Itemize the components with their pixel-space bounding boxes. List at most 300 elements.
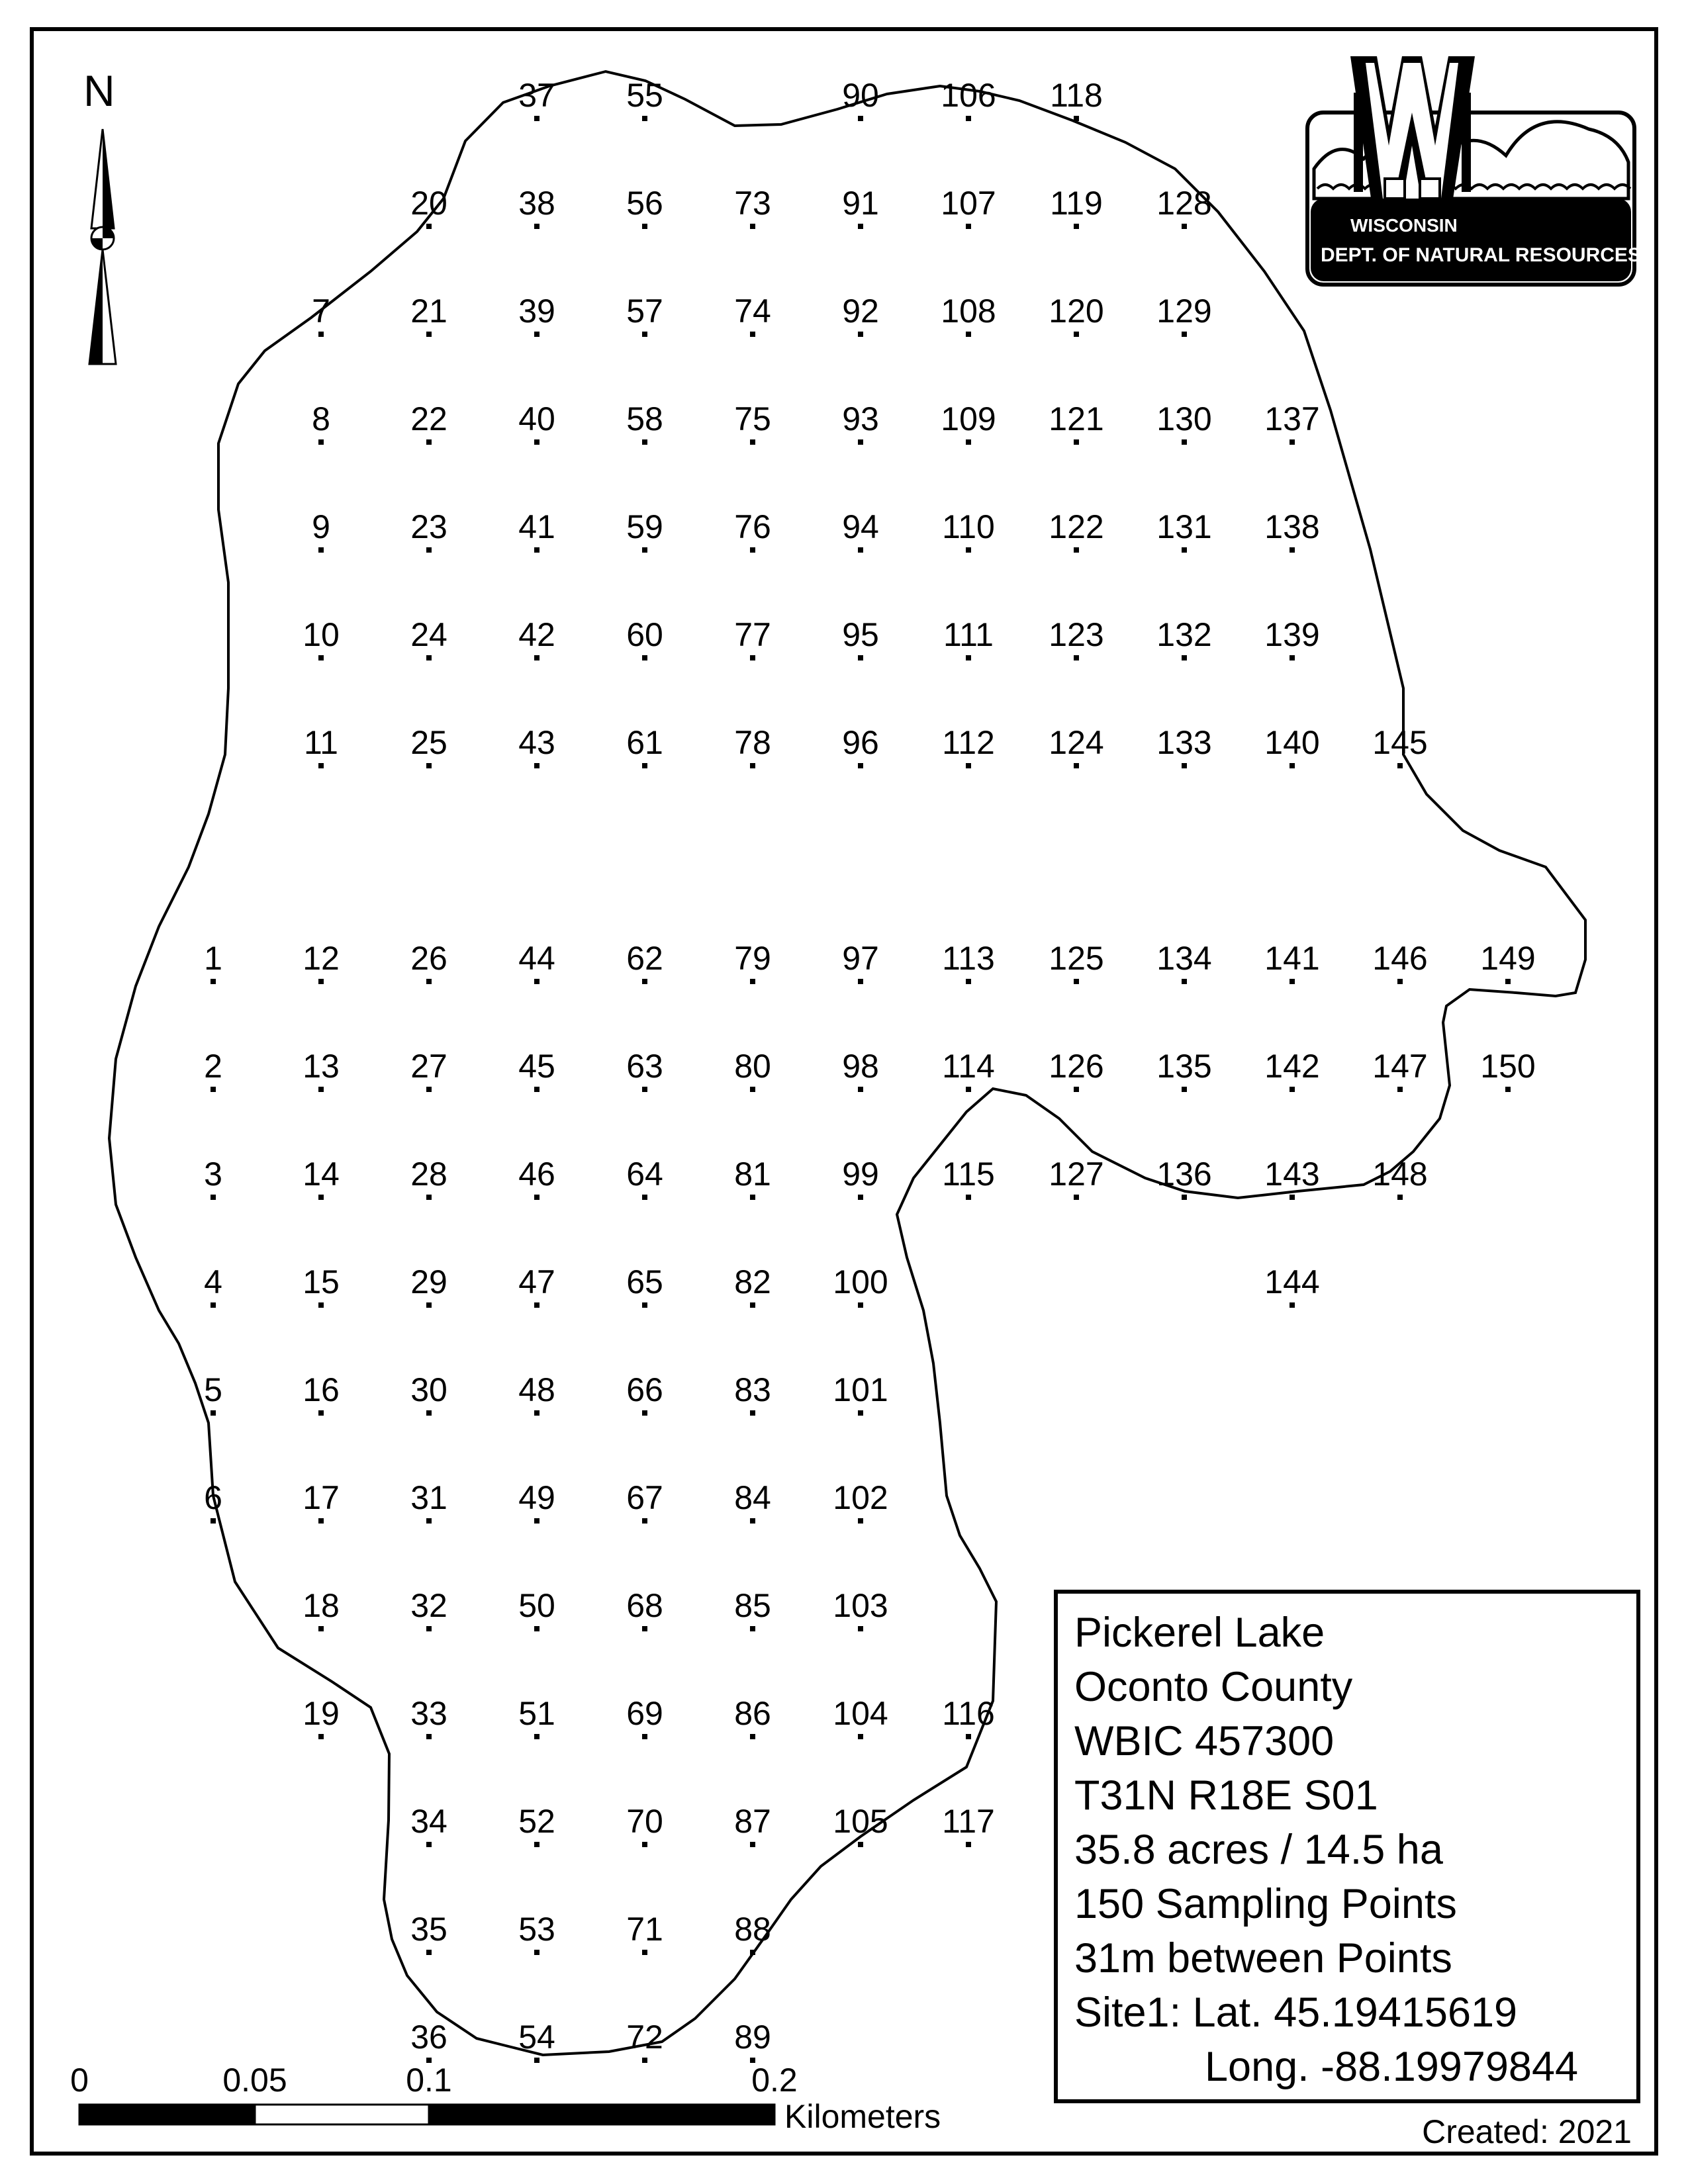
sampling-point-marker: [1182, 547, 1187, 553]
sampling-point-marker: [858, 1087, 863, 1092]
sampling-point-marker: [318, 1518, 324, 1524]
sampling-point: [410, 1371, 447, 1416]
sampling-point-label: 97: [842, 940, 879, 977]
sampling-point-marker: [750, 1195, 755, 1200]
sampling-point-label: 15: [303, 1263, 340, 1300]
sampling-point-label: 1: [204, 940, 222, 977]
sampling-point-marker: [318, 332, 324, 337]
sampling-point: [410, 185, 447, 229]
sampling-point: [1049, 508, 1103, 553]
sampling-point-label: 84: [734, 1479, 771, 1516]
sampling-point: [842, 940, 879, 984]
sampling-point-marker: [1182, 439, 1187, 445]
sampling-point-marker: [750, 1518, 755, 1524]
sampling-point-label: 19: [303, 1695, 340, 1732]
sampling-point: [626, 185, 663, 229]
sampling-point-marker: [426, 1626, 432, 1631]
sampling-point-label: 128: [1156, 185, 1212, 222]
sampling-point-marker: [426, 1410, 432, 1416]
sampling-point: [303, 1048, 340, 1092]
sampling-point-marker: [966, 332, 971, 337]
sampling-point: [734, 1803, 771, 1847]
sampling-point-marker: [750, 1626, 755, 1631]
sampling-point-label: 80: [734, 1048, 771, 1085]
sampling-point-label: 65: [626, 1263, 663, 1300]
logo-line2: DEPT. OF NATURAL RESOURCES: [1321, 244, 1641, 266]
sampling-point-marker: [534, 1626, 539, 1631]
sampling-point-label: 126: [1049, 1048, 1104, 1085]
sampling-point: [410, 1911, 447, 1955]
sampling-point: [518, 1479, 555, 1524]
sampling-point: [303, 1156, 340, 1200]
created-date: Created: 2021: [1422, 2113, 1632, 2150]
sampling-point-marker: [426, 979, 432, 984]
sampling-point: [204, 1263, 222, 1308]
sampling-point-label: 96: [842, 724, 879, 761]
sampling-point: [1264, 400, 1319, 445]
sampling-point: [942, 1048, 995, 1092]
sampling-point-marker: [1074, 332, 1079, 337]
sampling-point-marker: [750, 547, 755, 553]
sampling-point-marker: [1074, 547, 1079, 553]
sampling-point-label: 92: [842, 293, 879, 330]
sampling-point-marker: [426, 332, 432, 337]
sampling-point: [842, 1156, 879, 1200]
sampling-point-marker: [642, 2058, 647, 2063]
sampling-point-marker: [1074, 979, 1079, 984]
sampling-point: [410, 400, 447, 445]
sampling-point: [1264, 940, 1319, 984]
sampling-point-marker: [750, 224, 755, 229]
sampling-point: [626, 1371, 663, 1416]
sampling-point-marker: [211, 1302, 216, 1308]
sampling-point-marker: [1505, 979, 1511, 984]
sampling-point-label: 111: [943, 616, 994, 653]
sampling-point-marker: [426, 439, 432, 445]
sampling-point-marker: [1289, 763, 1295, 768]
sampling-point-label: 6: [204, 1479, 222, 1516]
sampling-point: [734, 2019, 771, 2063]
sampling-point-marker: [966, 763, 971, 768]
sampling-point-marker: [1074, 763, 1079, 768]
sampling-point-marker: [858, 332, 863, 337]
scale-tick-01: 0.1: [406, 2062, 452, 2099]
sampling-point: [518, 1263, 555, 1308]
sampling-point: [518, 616, 555, 660]
sampling-point: [1264, 1263, 1319, 1308]
sampling-point-marker: [534, 1087, 539, 1092]
sampling-point-label: 70: [626, 1803, 663, 1840]
sampling-point: [1049, 724, 1103, 768]
sampling-point-marker: [1505, 1087, 1511, 1092]
sampling-point-label: 56: [626, 185, 663, 222]
sampling-point: [842, 1048, 879, 1092]
sampling-point-marker: [1182, 979, 1187, 984]
sampling-point: [734, 508, 771, 553]
sampling-point-marker: [534, 2058, 539, 2063]
sampling-point-marker: [858, 1410, 863, 1416]
sampling-point-label: 29: [410, 1263, 447, 1300]
sampling-point-label: 35: [410, 1911, 447, 1948]
sampling-point-label: 61: [626, 724, 663, 761]
sampling-point-label: 114: [942, 1048, 995, 1085]
sampling-point: [942, 724, 995, 768]
sampling-point-marker: [642, 1302, 647, 1308]
sampling-point-label: 115: [942, 1156, 995, 1193]
sampling-point-marker: [534, 1734, 539, 1739]
sampling-point-marker: [534, 1842, 539, 1847]
sampling-point-label: 86: [734, 1695, 771, 1732]
sampling-point-label: 68: [626, 1587, 663, 1624]
sampling-point-marker: [1289, 1302, 1295, 1308]
sampling-point-label: 142: [1264, 1048, 1320, 1085]
scale-bar: [70, 2062, 941, 2135]
sampling-point: [518, 1048, 555, 1092]
sampling-point-label: 113: [942, 940, 995, 977]
sampling-point-label: 69: [626, 1695, 663, 1732]
sampling-point-marker: [858, 116, 863, 121]
sampling-point-label: 117: [942, 1803, 995, 1840]
sampling-point-label: 95: [842, 616, 879, 653]
sampling-point-label: 36: [410, 2019, 447, 2056]
info-box: [1056, 1592, 1638, 2101]
sampling-point: [518, 1695, 555, 1739]
scale-tick-02: 0.2: [751, 2062, 798, 2099]
scale-tick-005: 0.05: [222, 2062, 287, 2099]
sampling-point-label: 133: [1156, 724, 1212, 761]
sampling-point-label: 51: [518, 1695, 555, 1732]
sampling-point: [734, 616, 771, 660]
sampling-point-marker: [1397, 763, 1403, 768]
sampling-point-marker: [211, 1518, 216, 1524]
sampling-point-marker: [1182, 224, 1187, 229]
sampling-point-marker: [426, 1195, 432, 1200]
sampling-point-label: 14: [303, 1156, 340, 1193]
sampling-point-marker: [642, 763, 647, 768]
sampling-point-label: 77: [734, 616, 771, 653]
logo-line1: WISCONSIN: [1350, 215, 1458, 236]
scale-seg-3: [429, 2105, 774, 2124]
sampling-point-marker: [318, 1410, 324, 1416]
sampling-point-label: 98: [842, 1048, 879, 1085]
sampling-point-marker: [1182, 332, 1187, 337]
sampling-point: [303, 1479, 340, 1524]
sampling-point-label: 16: [303, 1371, 340, 1408]
sampling-point: [410, 940, 447, 984]
sampling-point-marker: [1397, 979, 1403, 984]
sampling-point: [204, 1156, 222, 1200]
sampling-point: [626, 1048, 663, 1092]
info-county: Oconto County: [1074, 1664, 1353, 1710]
sampling-point: [518, 1803, 555, 1847]
sampling-point-label: 72: [626, 2019, 663, 2056]
sampling-point: [1156, 616, 1211, 660]
sampling-point-label: 54: [518, 2019, 555, 2056]
sampling-point: [312, 293, 330, 337]
sampling-point: [410, 508, 447, 553]
sampling-point: [842, 508, 879, 553]
sampling-point: [626, 2019, 663, 2063]
sampling-point-marker: [1182, 1087, 1187, 1092]
sampling-point: [303, 1263, 340, 1308]
sampling-point: [303, 940, 340, 984]
sampling-point-marker: [534, 655, 539, 660]
sampling-point: [410, 1263, 447, 1308]
sampling-point-marker: [318, 547, 324, 553]
sampling-point-label: 11: [304, 724, 338, 761]
sampling-point: [626, 508, 663, 553]
sampling-point-label: 49: [518, 1479, 555, 1516]
sampling-point-label: 145: [1372, 724, 1428, 761]
sampling-point: [734, 185, 771, 229]
sampling-point-label: 21: [410, 293, 447, 330]
sampling-point-label: 120: [1049, 293, 1104, 330]
sampling-point-marker: [534, 1518, 539, 1524]
sampling-point-marker: [858, 763, 863, 768]
sampling-point-label: 40: [518, 400, 555, 437]
sampling-point: [942, 508, 995, 553]
sampling-point-label: 127: [1049, 1156, 1104, 1193]
sampling-point: [1049, 293, 1103, 337]
sampling-point-label: 85: [734, 1587, 771, 1624]
sampling-point-label: 150: [1480, 1048, 1536, 1085]
sampling-point: [312, 400, 330, 445]
sampling-point-marker: [211, 1410, 216, 1416]
sampling-point-label: 138: [1264, 508, 1320, 545]
sampling-point: [941, 185, 996, 229]
sampling-point: [734, 724, 771, 768]
sampling-point: [626, 940, 663, 984]
sampling-point-marker: [1289, 979, 1295, 984]
sampling-point-label: 5: [204, 1371, 222, 1408]
sampling-point-label: 33: [410, 1695, 447, 1732]
sampling-point-marker: [534, 332, 539, 337]
sampling-point-label: 132: [1156, 616, 1212, 653]
sampling-point: [833, 1803, 888, 1847]
sampling-point-marker: [318, 439, 324, 445]
sampling-point: [312, 508, 330, 553]
sampling-point-label: 59: [626, 508, 663, 545]
sampling-point-marker: [1074, 224, 1079, 229]
sampling-point-label: 109: [941, 400, 996, 437]
sampling-point: [626, 724, 663, 768]
sampling-point-label: 78: [734, 724, 771, 761]
sampling-point-marker: [642, 1734, 647, 1739]
sampling-point: [942, 1803, 995, 1847]
sampling-point: [626, 1263, 663, 1308]
sampling-point-marker: [966, 655, 971, 660]
sampling-point: [734, 940, 771, 984]
sampling-point-label: 47: [518, 1263, 555, 1300]
sampling-point-marker: [858, 1518, 863, 1524]
sampling-point: [518, 724, 555, 768]
sampling-point-marker: [642, 224, 647, 229]
sampling-point: [626, 77, 663, 121]
sampling-point-marker: [1182, 655, 1187, 660]
sampling-point: [943, 616, 994, 660]
sampling-point: [842, 185, 879, 229]
sampling-point-label: 108: [941, 293, 996, 330]
sampling-point-marker: [1074, 1087, 1079, 1092]
sampling-point-marker: [750, 1734, 755, 1739]
sampling-point-marker: [642, 655, 647, 660]
sampling-point-marker: [426, 1842, 432, 1847]
sampling-point-label: 105: [833, 1803, 888, 1840]
info-point-count: 150 Sampling Points: [1074, 1881, 1457, 1927]
sampling-point: [303, 1371, 340, 1416]
sampling-point-marker: [1289, 547, 1295, 553]
sampling-point-marker: [534, 979, 539, 984]
sampling-point-label: 7: [312, 293, 330, 330]
sampling-point-label: 71: [626, 1911, 663, 1948]
sampling-point: [518, 1156, 555, 1200]
sampling-point-marker: [318, 1626, 324, 1631]
sampling-point: [626, 1587, 663, 1631]
sampling-point-label: 76: [734, 508, 771, 545]
sampling-point: [833, 1695, 888, 1739]
sampling-point: [626, 1479, 663, 1524]
sampling-point: [1372, 1156, 1427, 1200]
sampling-point: [1372, 940, 1427, 984]
sampling-point-label: 100: [833, 1263, 888, 1300]
sampling-point-label: 119: [1050, 185, 1103, 222]
sampling-point: [518, 2019, 555, 2063]
sampling-point-label: 123: [1049, 616, 1104, 653]
sampling-point-label: 101: [833, 1371, 888, 1408]
sampling-point-marker: [750, 1410, 755, 1416]
info-lake-name: Pickerel Lake: [1074, 1610, 1325, 1656]
sampling-point-label: 62: [626, 940, 663, 977]
sampling-point: [1156, 293, 1211, 337]
sampling-point-label: 66: [626, 1371, 663, 1408]
sampling-point: [734, 400, 771, 445]
sampling-point: [1264, 616, 1319, 660]
sampling-point: [518, 400, 555, 445]
sampling-point-label: 67: [626, 1479, 663, 1516]
sampling-point-marker: [642, 332, 647, 337]
sampling-point-label: 48: [518, 1371, 555, 1408]
sampling-point-label: 79: [734, 940, 771, 977]
sampling-point-label: 28: [410, 1156, 447, 1193]
sampling-point-marker: [966, 116, 971, 121]
sampling-point-label: 10: [303, 616, 340, 653]
sampling-point: [1049, 940, 1103, 984]
sampling-point-label: 137: [1264, 400, 1320, 437]
sampling-point: [842, 400, 879, 445]
info-spacing: 31m between Points: [1074, 1935, 1452, 1981]
sampling-point-marker: [318, 979, 324, 984]
sampling-point-marker: [318, 763, 324, 768]
sampling-point-label: 39: [518, 293, 555, 330]
sampling-point-label: 148: [1372, 1156, 1428, 1193]
sampling-point-marker: [211, 979, 216, 984]
sampling-point-label: 44: [518, 940, 555, 977]
sampling-point: [1372, 1048, 1427, 1092]
sampling-point-marker: [426, 1302, 432, 1308]
sampling-point-label: 144: [1264, 1263, 1320, 1300]
sampling-point-label: 146: [1372, 940, 1428, 977]
sampling-point-marker: [642, 1842, 647, 1847]
sampling-point-label: 112: [942, 724, 995, 761]
sampling-point-marker: [858, 1734, 863, 1739]
sampling-point-label: 23: [410, 508, 447, 545]
sampling-point-marker: [1289, 1087, 1295, 1092]
sampling-point-marker: [1074, 655, 1079, 660]
sampling-point-label: 50: [518, 1587, 555, 1624]
sampling-point: [1264, 508, 1319, 553]
sampling-point-marker: [642, 979, 647, 984]
sampling-point-label: 106: [941, 77, 996, 114]
sampling-point-marker: [426, 224, 432, 229]
sampling-point: [410, 724, 447, 768]
sampling-point: [626, 293, 663, 337]
sampling-point-marker: [858, 655, 863, 660]
sampling-point-label: 81: [734, 1156, 771, 1193]
sampling-point-label: 83: [734, 1371, 771, 1408]
info-plss: T31N R18E S01: [1074, 1772, 1378, 1819]
sampling-point-marker: [211, 1087, 216, 1092]
sampling-point-marker: [642, 1950, 647, 1955]
sampling-point-label: 136: [1156, 1156, 1212, 1193]
sampling-point-label: 88: [734, 1911, 771, 1948]
sampling-point: [734, 1048, 771, 1092]
sampling-point-marker: [858, 1626, 863, 1631]
sampling-point: [303, 616, 340, 660]
sampling-point-marker: [858, 1302, 863, 1308]
sampling-point-marker: [318, 655, 324, 660]
sampling-point-label: 64: [626, 1156, 663, 1193]
sampling-point: [734, 1911, 771, 1955]
sampling-point-label: 87: [734, 1803, 771, 1840]
sampling-point-label: 3: [204, 1156, 222, 1193]
scale-unit: Kilometers: [784, 2098, 941, 2135]
sampling-point: [626, 1695, 663, 1739]
sampling-point-label: 20: [410, 185, 447, 222]
sampling-point-label: 122: [1049, 508, 1104, 545]
sampling-point-label: 91: [842, 185, 879, 222]
sampling-point: [1156, 400, 1211, 445]
sampling-point-label: 143: [1264, 1156, 1320, 1193]
sampling-point-marker: [966, 1087, 971, 1092]
sampling-point-marker: [750, 655, 755, 660]
sampling-point-marker: [750, 1842, 755, 1847]
sampling-point-marker: [426, 1087, 432, 1092]
sampling-point-label: 118: [1050, 77, 1103, 114]
sampling-point-marker: [642, 1626, 647, 1631]
scale-tick-0: 0: [70, 2062, 89, 2099]
sampling-point-marker: [1074, 116, 1079, 121]
sampling-point-marker: [426, 1734, 432, 1739]
sampling-point: [1049, 616, 1103, 660]
sampling-point-marker: [1289, 655, 1295, 660]
sampling-point-label: 134: [1156, 940, 1212, 977]
sampling-point-marker: [858, 979, 863, 984]
sampling-point-label: 75: [734, 400, 771, 437]
sampling-point: [518, 940, 555, 984]
sampling-point-marker: [318, 1195, 324, 1200]
sampling-point-label: 52: [518, 1803, 555, 1840]
sampling-point-marker: [426, 1950, 432, 1955]
sampling-point: [833, 1479, 888, 1524]
sampling-point-label: 73: [734, 185, 771, 222]
sampling-point-label: 42: [518, 616, 555, 653]
sampling-point: [941, 77, 996, 121]
sampling-point: [204, 940, 222, 984]
sampling-point: [942, 1156, 995, 1200]
sampling-point: [518, 185, 555, 229]
sampling-point: [941, 400, 996, 445]
sampling-point-marker: [966, 224, 971, 229]
